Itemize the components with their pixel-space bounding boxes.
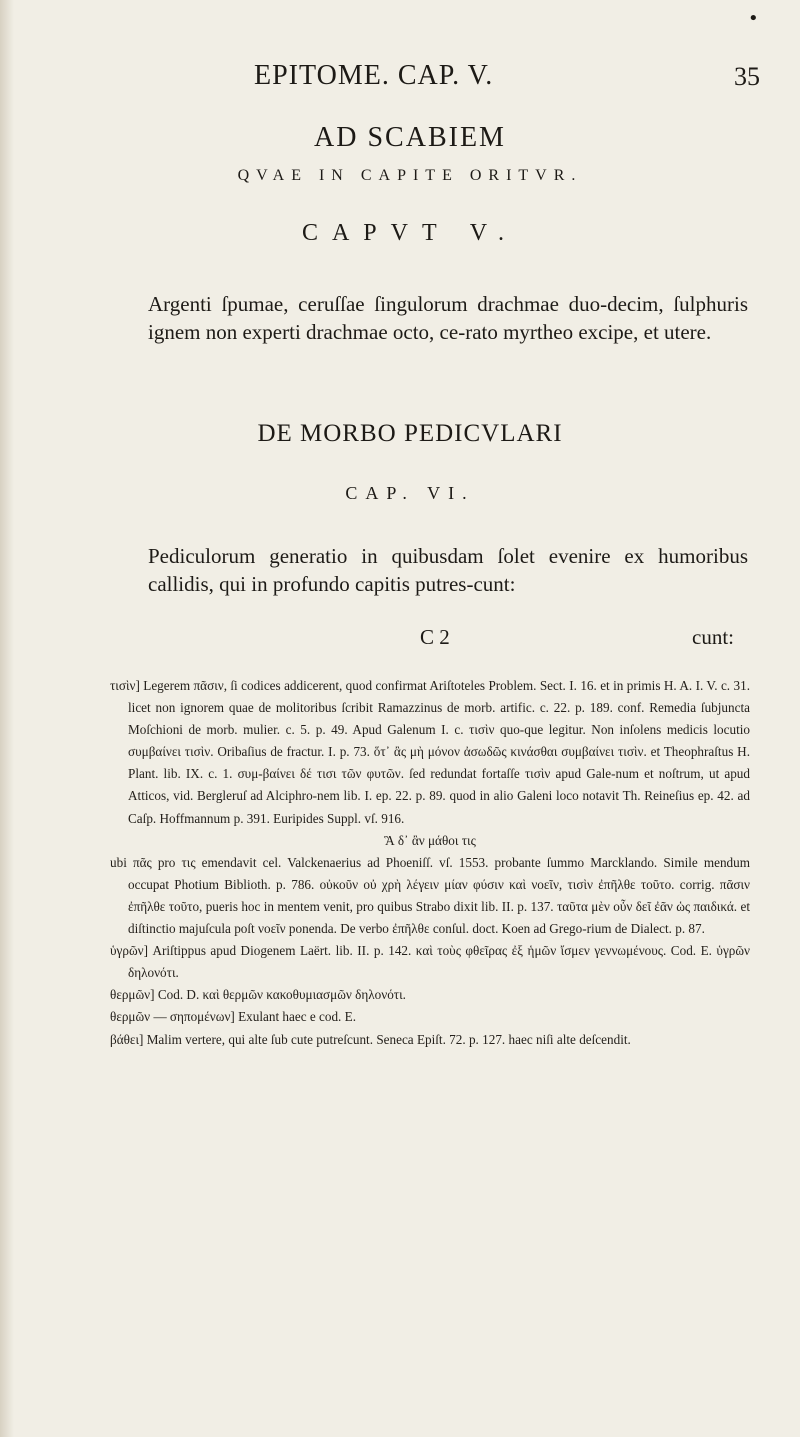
footnote-thermon: θερμῶν] Cod. D. καὶ θερμῶν κακοθυμιασμῶν δηλονότι. [110,987,406,1003]
page-number: 35 [734,62,760,91]
signature-line [0,625,800,655]
footnote-bathei: βάθει] Malim vertere, qui alte ſub cute putreſcunt. Seneca Epiſt. 72. p. 127. haec niſi alte deſcendit. [110,1031,631,1047]
section-heading-pediculosis: DE MORBO PEDICVLARI [257,420,563,447]
signature-mark: C 2 [420,625,450,649]
body-paragraph-chapter-6: Pediculorum generatio in quibusdam ſolet evenire ex humoribus callidis, qui in profundo capitis putres-cunt: [148,544,748,596]
footnote-tisin: τισὶν] Legerem πᾶσιν, ſi codices addicerent, quod confirmat Ariſtoteles Problem. Sect. I. 16. et in primis H. A. I. V. c. 31. licet non ignorem quae de molitoribus ſcribit Ramazzinus de morb. artific. c. 22. p. 189. conf. Remedia ſubjuncta Moſchioni de morb. mulier. c. 5. p. 49. Apud Galenum I. c. τισὶν quo-que legitur. Non inſolens medicis locutio συμβαίνει τισὶν. Oribaſius de fractur. I. p. 73. ὅτ᾽ ἂς μὴ μόνον ἀσωδῶς κινάσθαι συμβαίνει τισὶν. et Theophraſtus H. Plant. lib. IX. c. 1. συμ-βαίνει δέ τισι τῶν φυτῶν. ſed redundat fortaſſe τισὶν apud Gale-num et noſtrum, ut apud Atticos, vid. Bergleruſ ad Alciphro-nem lib. I. ep. 22. p. 89. quod in alio Galeni loco notavit Th. Reineſius ep. 42. ad Caſp. Hoffmannum p. 391. Euripides Suppl. vſ. 916. [110,678,750,826]
scan-shadow [0,0,14,1437]
section-subheading: QVAE IN CAPITE ORITVR. [237,167,583,184]
catchword: cunt: [692,625,734,649]
running-head [150,60,760,100]
footnote-hygron: ὑγρῶν] Ariſtippus apud Diogenem Laërt. lib. II. p. 142. καὶ τοὺς φθεῖρας ἐξ ἡμῶν ἴσμεν γεννωμένους. Cod. E. ὑγρῶν δηλονότι. [110,943,750,981]
section-heading-scabies: AD SCABIEM [314,122,506,153]
footnote-thermon-sepomenon: θερμῶν — σηπομένων] Exulant haec e cod. E. [110,1009,356,1025]
running-head-title: EPITOME. CAP. V. [254,60,494,91]
chapter-label-5: CAPVT V. [301,220,519,246]
chapter-label-6: CAP. VI. [345,483,475,503]
footnotes [110,675,750,1051]
footnote-continuation: ubi πᾶς pro τις emendavit cel. Valckenaerius ad Phoeniſſ. vſ. 1553. probante ſummo Marcklando. Simile mendum occupat Photium Biblioth. p. 786. οὐκοῦν οὐ χρὴ λέγειν μίαν φύσιν καὶ νοεῖν, τισὶν ἐπῆλθε τοῦτο. corrig. πᾶσιν ἐπῆλθε τοῦτο, pueris hoc in mentem venit, pro quibus Strabo dixit lib. II. p. 137. ταῦτα μὲν οὖν δεῖ ἐᾶν ὡς παιδικά. et diſtinctio majuſcula poſt νοεῖν ponenda. De verbo ἐπῆλθε conſul. doct. Koen ad Grego-rium de Dialect. p. 87. [110,854,750,937]
footnote-quotation: Ἃ δ᾽ ἂν μάθοι τις [384,832,476,848]
ink-mark: • [748,8,759,29]
body-paragraph-chapter-5: Argenti ſpumae, ceruſſae ſingulorum drachmae duo-decim, ſulphuris ignem non experti drachmae octo, ce-rato myrtheo excipe, et utere. [148,292,748,344]
